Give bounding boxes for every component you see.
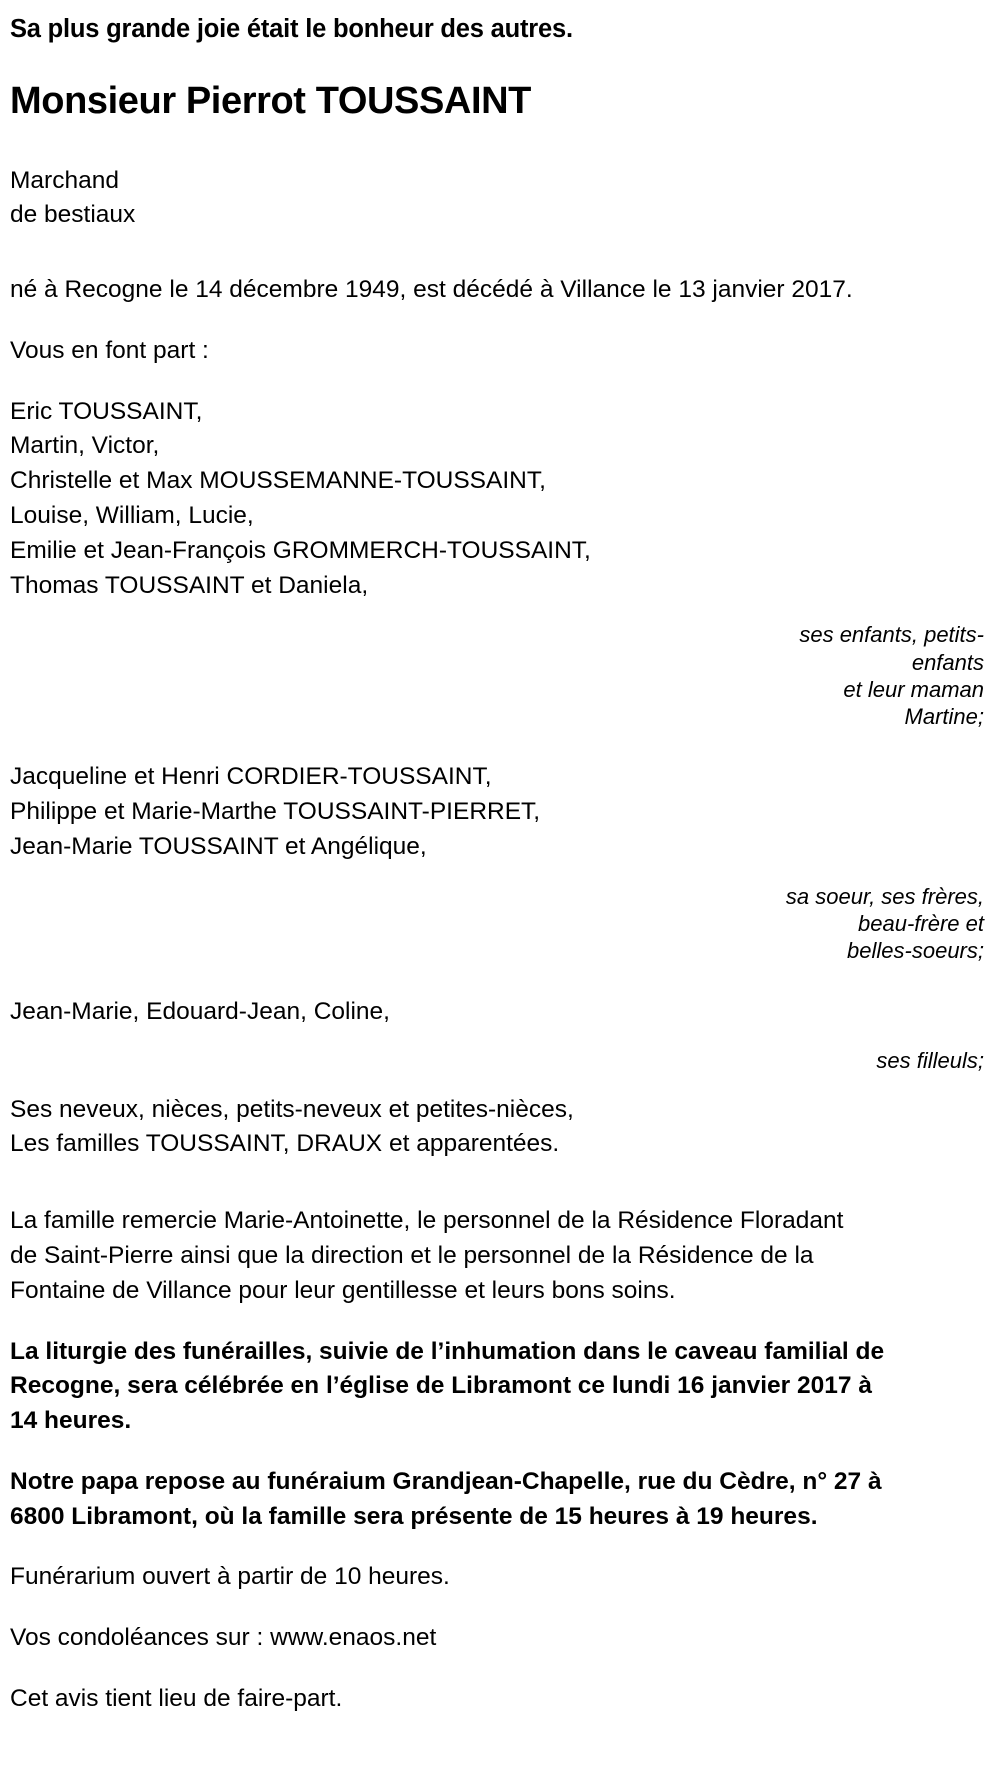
name-line: Jean-Marie TOUSSAINT et Angélique, (10, 833, 427, 860)
condolences-paragraph: Vos condoléances sur : www.enaos.net (10, 1624, 437, 1652)
name-line: Christelle et Max MOUSSEMANNE-TOUSSAINT, (10, 467, 546, 495)
spacer (10, 965, 986, 995)
name-line: Jean-Marie, Edouard-Jean, Coline, (10, 997, 390, 1025)
relation-line: Martine; (904, 704, 984, 730)
name-line: Jacqueline et Henri CORDIER-TOUSSAINT, (10, 763, 492, 791)
spacer (10, 730, 986, 760)
name-line: Martin, Victor, (10, 432, 160, 460)
extended-family-list (10, 1093, 986, 1163)
relation-line: beau-frère et (858, 911, 984, 937)
relation-line: et leur maman (843, 676, 984, 702)
siblings-relation-caption (470, 883, 986, 965)
relation-line: ses filleuls; (876, 1048, 984, 1074)
name-line: Philippe et Marie-Marthe TOUSSAINT-PIERRET, (10, 798, 541, 826)
godchildren-name-list (10, 995, 986, 1030)
name-line: Thomas TOUSSAINT et Daniela, (10, 571, 369, 599)
spacer (10, 1162, 986, 1204)
relation-line: enfants (911, 649, 984, 675)
liturgy-paragraph: La liturgie des funérailles, suivie de l’inhumation dans le caveau familial de Recogne, sera célébrée en l’église de Libramont ce lundi 16 janvier 2017 à 14 heures. (10, 1337, 885, 1435)
announcement-intro: Vous en font part : (10, 336, 209, 364)
opening-hours-paragraph: Funérarium ouvert à partir de 10 heures. (10, 1563, 450, 1591)
funeral-home-paragraph: Notre papa repose au funéraium Grandjean-Chapelle, rue du Cèdre, n° 27 à 6800 Libramont, où la famille sera présente de 15 heures à 19 heures. (10, 1467, 882, 1530)
closing-section (10, 1204, 986, 1717)
deceased-name-heading: Monsieur Pierrot TOUSSAINT (10, 79, 531, 122)
occupation-block (10, 164, 986, 234)
name-line: Louise, William, Lucie, (10, 502, 254, 530)
relation-line: ses enfants, petits- (799, 622, 984, 648)
name-line: Les familles TOUSSAINT, DRAUX et apparentées. (10, 1130, 560, 1158)
thanks-paragraph: La famille remercie Marie-Antoinette, le personnel de la Résidence Floradant de Saint-Pierre ainsi que la direction et le personnel de la Résidence de la Fontaine de Villance pour leur gentillesse et leurs bons soins. (10, 1207, 844, 1304)
relation-line: sa soeur, ses frères, (785, 883, 984, 909)
godchildren-relation-caption (10, 1047, 986, 1074)
notice-paragraph: Cet avis tient lieu de faire-part. (10, 1685, 343, 1712)
children-relation-caption (470, 621, 986, 730)
spacer (10, 1075, 986, 1093)
birth-death-details: né à Recogne le 14 décembre 1949, est décédé à Villance le 13 janvier 2017. (10, 276, 853, 304)
occupation-line-2: de bestiaux (10, 201, 136, 229)
epitaph-text: Sa plus grande joie était le bonheur des autres. (10, 15, 573, 43)
name-line: Emilie et Jean-François GROMMERCH-TOUSSAINT, (10, 536, 591, 564)
siblings-name-list (10, 760, 986, 864)
occupation-line-1: Marchand (10, 166, 119, 194)
children-name-list (10, 395, 986, 604)
name-line: Eric TOUSSAINT, (10, 397, 203, 425)
relation-line: belles-soeurs; (847, 938, 984, 964)
name-line: Ses neveux, nièces, petits-neveux et petites-nièces, (10, 1095, 574, 1123)
